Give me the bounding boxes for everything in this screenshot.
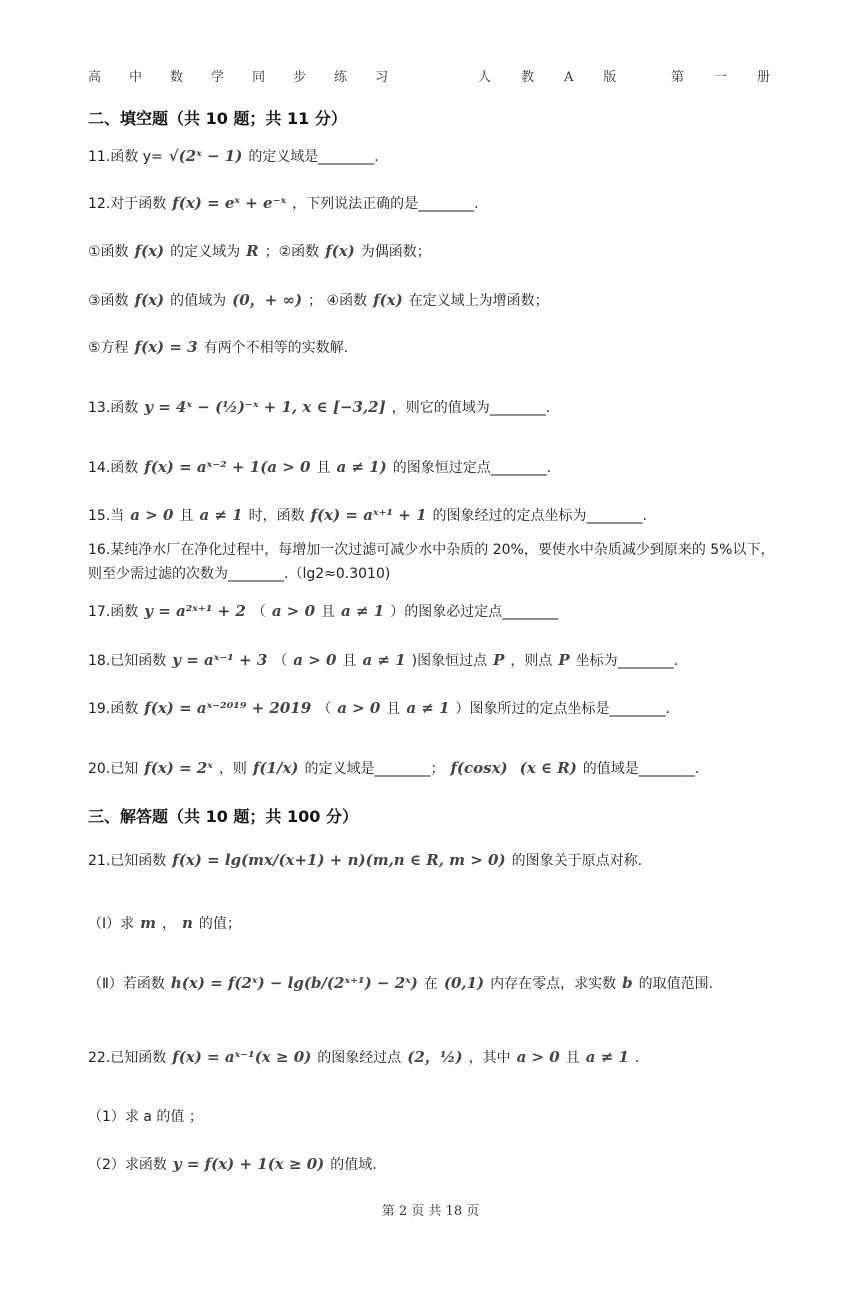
option-text: 为偶函数； [360,244,431,260]
section-title-answer: 三、解答题（共 10 题；共 100 分） [88,807,358,826]
question-18 [88,650,678,670]
option-text: ③函数 [88,293,129,309]
question-12-options-1 [88,241,431,261]
question-text: 在 [423,976,438,992]
header-char: A [564,70,574,85]
question-text: 的图象关于原点对称. [511,853,643,869]
question-text: 的值域是________. [582,761,700,777]
question-22-part-1: （1）求 a 的值 ； [88,1109,203,1125]
math-formula: f(1/x) [252,759,299,777]
question-text: 且 [321,604,336,620]
header-char: 教 [521,70,535,85]
question-14 [88,457,551,477]
option-text: 的值域为 [170,293,227,309]
question-text: ，则它的值域为________. [391,400,551,416]
header-volume [671,66,770,85]
question-text: （Ⅱ）若函数 [88,976,165,992]
question-text: 且 [316,460,331,476]
math-formula: f(x) = lg(mx/(x+1) + n)(m,n ∈ R, m > 0) [172,851,506,869]
header-char: 练 [334,70,348,85]
question-text: 的值； [198,916,241,932]
question-text: 且 [386,701,401,717]
header-char: 学 [211,70,225,85]
question-text: 的定义域是________； [304,761,445,777]
question-13 [88,397,550,417]
math-formula: a > 0 [337,699,381,717]
math-formula: f(x) = 2ˣ [144,759,213,777]
question-17 [88,601,558,621]
math-formula: f(x) [373,291,403,309]
header-edition [478,66,616,85]
math-formula: f(x) [134,291,165,309]
question-text: 11.函数 y= [88,149,163,165]
question-16: 16.某纯净水厂在净化过程中，每增加一次过滤可减少水中杂质的 20%，要使水中杂质减少到原来的 5%以下，则至少需过滤的次数为________.（lg2≈0.3010) [88,542,775,582]
math-formula: a > 0 [271,602,316,620]
question-text: 且 [565,1050,580,1066]
option-text: ①函数 [88,244,129,260]
question-text: 的图象经过的定点坐标为________. [432,508,647,524]
question-text: （ [251,604,266,620]
question-21-part-2 [88,973,713,993]
question-text: ）的图象必过定点________ [390,604,559,620]
math-formula: a ≠ 1 [199,506,243,524]
header-char: 数 [170,70,184,85]
header-char: 习 [375,70,389,85]
question-text: 的图象经过点 [317,1050,402,1066]
math-formula: h(x) = f(2ˣ) − lg(b/(2ˣ⁺¹) − 2ˣ) [170,974,418,992]
question-text: 17.函数 [88,604,139,620]
question-12 [88,193,479,213]
math-formula: m [140,914,157,932]
math-formula: f(cosx) [450,759,508,777]
math-formula: (0,1) [443,974,485,992]
question-text: ）图象所过的定点坐标是________. [455,701,670,717]
math-formula: b [622,974,633,992]
math-formula: a ≠ 1 [585,1048,629,1066]
header-char: 同 [252,70,266,85]
section-title-fill-in: 二、填空题（共 10 题；共 11 分） [88,109,347,128]
question-text: 21.已知函数 [88,853,167,869]
math-formula: a ≠ 1 [406,699,450,717]
math-formula: P [558,651,570,669]
question-15 [88,505,647,525]
question-19 [88,698,670,718]
math-formula: n [182,914,193,932]
question-text: ， [162,916,177,932]
question-text: 22.已知函数 [88,1050,167,1066]
math-formula: f(x) [325,242,355,260]
math-formula: a ≠ 1) [336,458,387,476]
question-text: 且 [179,508,194,524]
math-formula: R [246,242,259,260]
math-formula: a > 0 [516,1048,560,1066]
question-text: （ [317,701,332,717]
math-formula: (x ∈ R) [519,759,577,777]
math-formula: P [493,651,505,669]
question-text: . [634,1050,640,1066]
question-text: )图象恒过点 [411,653,488,669]
question-text: 15.当 [88,508,125,524]
question-text: （ [273,653,288,669]
header-char: 高 [88,70,102,85]
question-text: ，则 [218,761,247,777]
math-formula: (2，½) [407,1048,463,1066]
question-text: （2）求函数 [88,1157,167,1173]
question-text: （Ⅰ）求 [88,916,135,932]
question-text: 14.函数 [88,460,139,476]
header-course-title [88,66,388,85]
question-text: ，下列说法正确的是________. [292,196,479,212]
question-text: ，则点 [510,653,553,669]
header-char: 一 [714,70,728,85]
math-formula: f(x) = aˣ⁻¹(x ≥ 0) [172,1048,312,1066]
question-text: 的图象恒过定点________. [392,460,552,476]
header-char: 册 [757,70,771,85]
question-text: ，其中 [468,1050,511,1066]
math-formula: f(x) [134,242,165,260]
math-formula: y = f(x) + 1(x ≥ 0) [172,1155,325,1173]
option-text: 有两个不相等的实数解. [203,340,349,356]
question-12-options-3 [88,337,348,357]
header-char: 步 [293,70,307,85]
math-formula: f(x) = aˣ⁻² + 1(a > 0 [144,458,311,476]
option-text: 的定义域为 [170,244,241,260]
question-20 [88,758,699,778]
option-text: ；②函数 [264,244,320,260]
question-text: 13.函数 [88,400,139,416]
math-formula: f(x) = eˣ + e⁻ˣ [172,194,287,212]
question-text: 的值域. [330,1157,377,1173]
question-text: 12.对于函数 [88,196,167,212]
option-text: ⑤方程 [88,340,129,356]
question-21 [88,850,642,870]
math-formula: y = a²ˣ⁺¹ + 2 [144,602,246,620]
math-formula: a ≠ 1 [362,651,406,669]
page-footer: 第 2 页 共 18 页 [381,1204,480,1219]
math-formula: √(2ˣ − 1) [168,147,243,165]
question-text: 20.已知 [88,761,139,777]
math-formula: f(x) = 3 [134,338,198,356]
math-formula: y = aˣ⁻¹ + 3 [172,651,268,669]
math-formula: a ≠ 1 [341,602,385,620]
header-char: 第 [671,70,685,85]
math-formula: f(x) = aˣ⁻²⁰¹⁹ + 2019 [144,699,312,717]
header-char: 版 [603,70,617,85]
question-21-part-1 [88,913,241,933]
question-text: 时，函数 [248,508,305,524]
question-text: 的取值范围. [638,976,714,992]
question-text: 18.已知函数 [88,653,167,669]
option-text: ； ④函数 [308,293,368,309]
question-12-options-2 [88,289,549,310]
math-formula: y = 4ˣ − (½)⁻ˣ + 1, x ∈ [−3,2] [144,398,386,416]
question-text: 19.函数 [88,701,139,717]
math-formula: f(x) = aˣ⁺¹ + 1 [310,506,427,524]
question-22-part-2 [88,1154,377,1174]
math-formula: a > 0 [293,651,337,669]
option-text: 在定义域上为增函数； [408,293,549,309]
header-char: 中 [129,70,143,85]
question-11 [88,146,379,166]
question-text: 且 [342,653,357,669]
question-text: 坐标为________. [575,653,679,669]
question-22 [88,1046,639,1067]
question-text: 的定义域是________. [248,149,379,165]
math-formula: (0，+ ∞) [232,291,303,309]
math-formula: a > 0 [130,506,174,524]
question-text: 内存在零点，求实数 [490,976,617,992]
header-char: 人 [478,70,492,85]
